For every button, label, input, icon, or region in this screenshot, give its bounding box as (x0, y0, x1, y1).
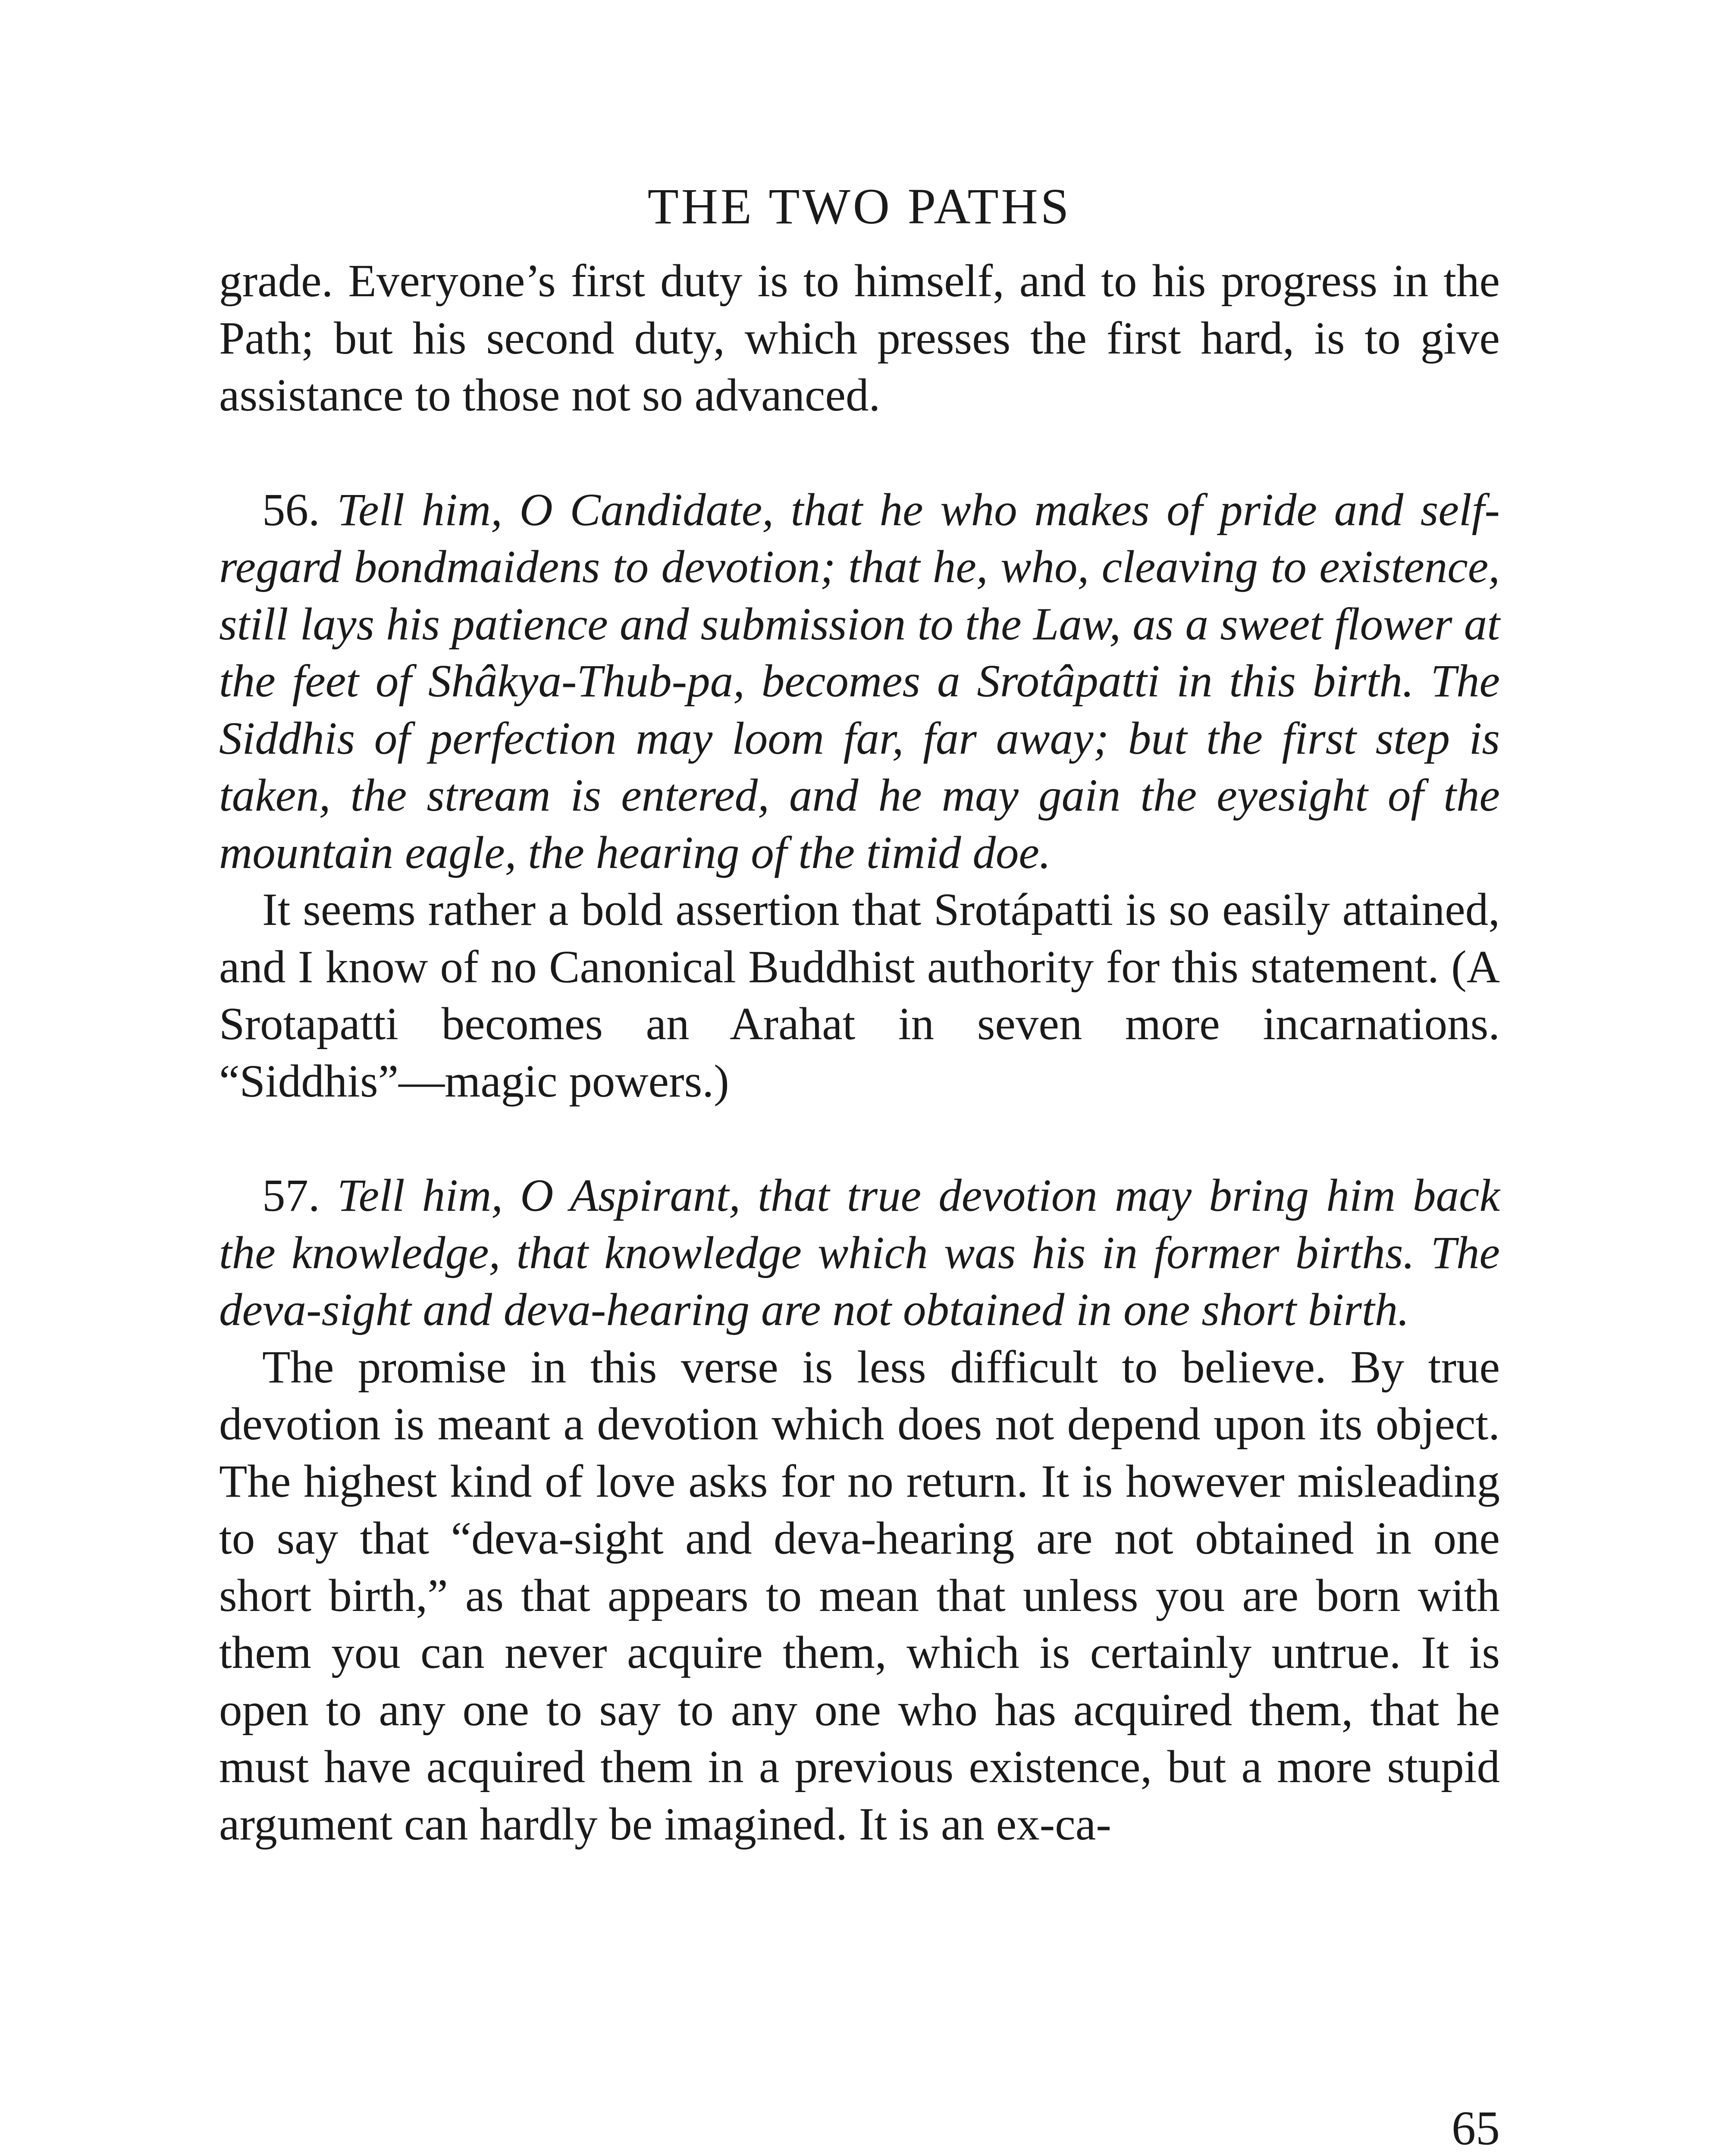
verse-57 (219, 1167, 1500, 1339)
commentary-57: The promise in this verse is less difficult to believe. By true devotion is meant a devotion which does not depend upon its object. The highest kind of love asks for no return. It is however misleading to say that “deva-sight and deva-hearing are not obtained in one short birth,” as that appears to mean that unless you are born with them you can never acquire them, which is certainly untrue. It is open to any one to say to any one who has acquired them, that he must have acquired them in a previous existence, but a more stupid argument can hardly be imagined. It is an ex-ca- (219, 1341, 1500, 1850)
commentary-56: It seems rather a bold assertion that Srotápatti is so easily attained, and I know of no Canonical Buddhist authority for this statement. (A Srotapatti becomes an Arahat in seven more incarnations. “Siddhis”—magic powers.) (219, 884, 1500, 1107)
verse-57-text: Tell him, O Aspirant, that true devotion may bring him back the knowledge, that knowledge which was his in former births. The deva-sight and deva-hearing are not obtained in one short birth. (219, 1170, 1500, 1335)
page-number: 65 (1452, 2102, 1500, 2155)
verse-56-text: Tell him, O Candidate, that he who makes of pride and self-regard bondmaidens to devotion; that he, who, cleaving to existence, still lays his patience and submission to the Law, as a sweet flower at the feet of Shâkya-Thub-pa, becomes a Srotâpatti in this birth. The Siddhis of perfection may loom far, far away; but the first step is taken, the stream is entered, and he may gain the eyesight of the mountain eagle, the hearing of the timid doe. (219, 484, 1500, 878)
verse-56 (219, 482, 1500, 882)
running-header: THE TWO PATHS (647, 178, 1072, 235)
paragraph-continued: grade. Everyone’s first duty is to himself, and to his progress in the Path; but his second duty, which presses the first hard, is to give assistance to those not so advanced. (219, 256, 1500, 421)
verse-57-number: 57. (262, 1170, 320, 1221)
page-body (219, 178, 1500, 1853)
verse-56-number: 56. (262, 484, 320, 536)
